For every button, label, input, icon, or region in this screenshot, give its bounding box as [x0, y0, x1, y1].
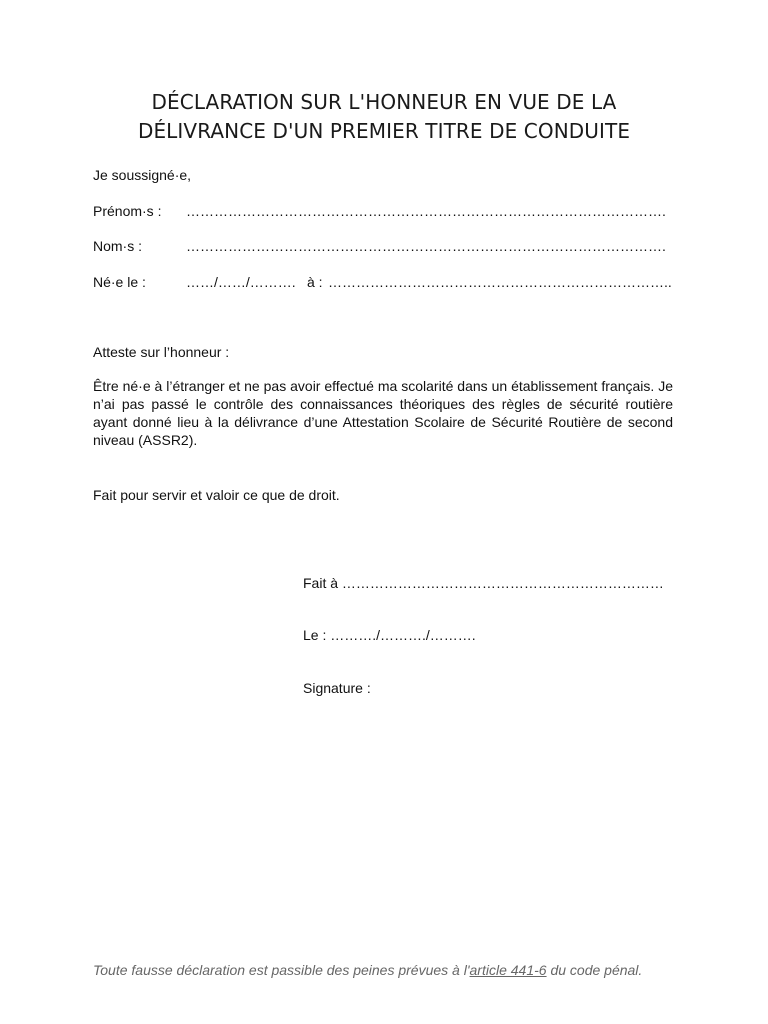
- legal-footer: [93, 961, 642, 979]
- title-line-2: DÉLIVRANCE D'UN PREMIER TITRE DE CONDUITE: [137, 119, 631, 143]
- atteste-heading: Atteste sur l’honneur :: [93, 344, 230, 360]
- title-line-1: DÉCLARATION SUR L'HONNEUR EN VUE DE LA: [151, 90, 617, 114]
- fait-pour-text: Fait pour servir et valoir ce que de droit.: [93, 487, 340, 503]
- prenom-label: Prénom·s :: [93, 203, 162, 219]
- page-title: [40, 88, 728, 146]
- birth-place-label: à :: [307, 274, 323, 290]
- birth-date-field[interactable]: ……/……/……….: [186, 274, 296, 290]
- birth-label: Né·e le :: [93, 274, 146, 290]
- birth-place-field[interactable]: ………………………………………………………………..: [328, 274, 672, 290]
- nom-label: Nom·s :: [93, 238, 142, 254]
- signature-label: Signature :: [303, 680, 371, 696]
- declaration-paragraph: Être né·e à l’étranger et ne pas avoir effectué ma scolarité dans un établissement français. Je n’ai pas passé le contrôle des connaissances théoriques des règles de sécurité routière ayant donné lieu à la délivrance d’une Attestation Scolaire de Sécurité Routière de second niveau (ASSR2).: [93, 378, 673, 448]
- date-field[interactable]: Le : ………./………./……….: [303, 627, 476, 643]
- prenom-field[interactable]: ………………………………………………………………………………………….: [186, 203, 666, 219]
- fait-a-field[interactable]: Fait à ……………………………………………………………: [303, 575, 664, 591]
- nom-field[interactable]: ………………………………………………………………………………………….: [186, 238, 666, 254]
- article-link[interactable]: article 441-6: [469, 962, 547, 978]
- footer-suffix: du code pénal.: [546, 962, 643, 978]
- footer-prefix: Toute fausse déclaration est passible des peines prévues à l': [93, 962, 470, 978]
- intro-text: Je soussigné·e,: [93, 167, 192, 183]
